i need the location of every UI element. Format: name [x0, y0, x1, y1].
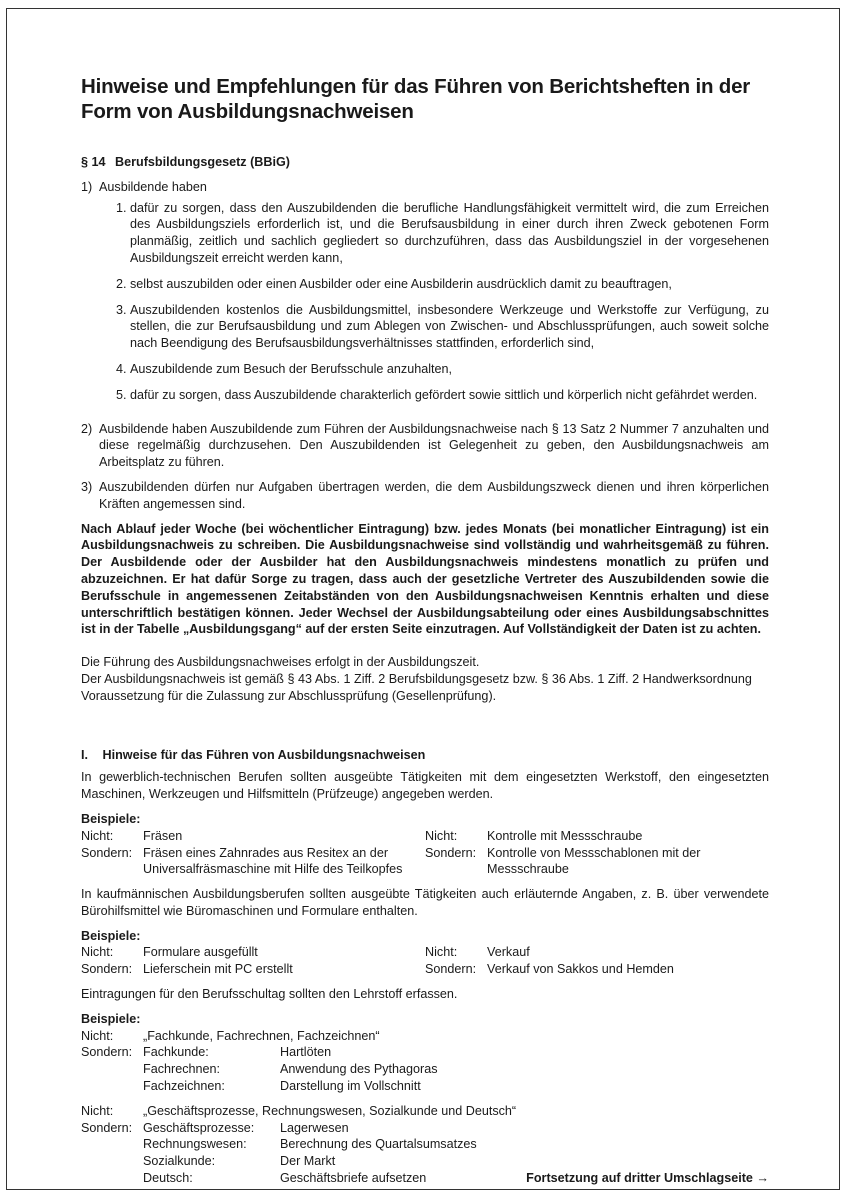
duties-list — [99, 200, 769, 404]
examples-school-technical: Nicht: „Fachkunde, Fachrechnen, Fachzeichnen“ Sondern: Fachkunde: Hartlöten Fachrechnen: Anwendung des Pythagoras Fachzeichnen: Darstellung im Vollschnitt — [81, 1028, 438, 1094]
intro-technical: In gewerblich-technischen Berufen sollten ausgeübte Tätigkeiten mit dem eingesetzten Werkstoff, den eingesetzten Maschinen, Werkzeugen und Hilfsmitteln (Prüfzeuge) angegeben werden. — [81, 770, 769, 802]
list-item: 4. Auszubildende zum Besuch der Berufsschule anzuhalten, — [116, 361, 453, 376]
examples-commercial: Nicht: Formulare ausgefüllt Sondern: Lieferschein mit PC erstellt Nicht: Verkauf Sondern: Verkauf von Sakkos und Hemden — [81, 945, 674, 977]
examples-technical: Nicht: Fräsen Sondern: Fräsen eines Zahnrades aus Resitex an der Universalfräsmaschine mit Hilfe des Teilkopfes Nicht: Kontrolle mit Messschraube Sondern: Kontrolle von Messschablonen mit der Messschraube — [81, 828, 701, 877]
paragraph-text: Ausbildende haben — [99, 179, 207, 194]
examples-school-commercial: Nicht: „Geschäftsprozesse, Rechnungswesen, Sozialkunde und Deutsch“ Sondern: Geschäftsprozesse: Lagerwesen Rechnungswesen: Berechnung des Quartalsumsatzes Sozialkunde: Der Markt Deutsch: Geschäftsbriefe aufsetzen Fortsetzung auf dritter Umschlagseite → — [81, 1103, 769, 1186]
intro-school: Eintragungen für den Berufsschultag sollten den Lehrstoff erfassen. — [81, 987, 458, 1002]
list-item: 3. Auszubildenden kostenlos die Ausbildungsmittel, insbesondere Werkzeuge und Werkstoffe zur Verfügung, zu stellen, die zur Berufsausbildung und zum Ablegen von Zwischen- und Abschlussprüfungen, auch soweit solche nach Beendigung des Berufsausbildungsverhältnisses stattfinden, erforderlich sind, — [116, 302, 769, 351]
examples-label: Beispiele: — [81, 811, 141, 826]
continuation-note: Fortsetzung auf dritter Umschlagseite → — [526, 1171, 769, 1186]
page-title: Hinweise und Empfehlungen für das Führen von Berichtsheften in der Form von Ausbildungsnachweisen — [81, 75, 751, 123]
law-heading — [81, 154, 769, 171]
intro-commercial: In kaufmännischen Ausbildungsberufen sollten ausgeübte Tätigkeiten auch erläuternde Angaben, z. B. über verwendete Bürohilfsmittel wie Büromaschinen und Formulare enthalten. — [81, 887, 769, 918]
law-name: Berufsbildungsgesetz (BBiG) — [115, 155, 290, 169]
law-paragraph-1: 1) Ausbildende haben 1. dafür zu sorgen, dass den Auszubildenden die berufliche Handlungsfähigkeit vermittelt wird, die zum Erreichen des Ausbildungsziels erforderlich ist, und die Berufsausbildung in einer durch ihren Zweck gebotenen Form planmäßig, zeitlich und sachlich gegliedert so durchzuführen, dass das Ausbildungsziel in der vorgesehenen Ausbildungszeit erreicht werden kann, 2. selbst auszubilden oder einen Ausbilder oder eine Ausbilderin ausdrücklich damit zu beauftragen, 3. Auszubildenden kostenlos die Ausbildungsmittel, insbesondere Werkzeuge und Werkstoffe zur Verfügung, zu stellen, die zur Berufsausbildung und zum Ablegen von Zwischen- und Abschlussprüfungen, auch soweit solche nach Beendigung des Berufsausbildungsverhältnisses stattfinden, erforderlich sind, 4. Auszubildende zum Besuch der Berufsschule anzuhalten, 5. dafür zu sorgen, dass Auszubildende charakterlich gefördert sowie sittlich und körperlich nicht gefährdet werden. — [81, 179, 769, 402]
note-line: Die Führung des Ausbildungsnachweises erfolgt in der Ausbildungszeit. — [81, 655, 480, 670]
law-paragraph-2: 2) Ausbildende haben Auszubildende zum Führen der Ausbildungsnachweise nach § 13 Satz 2 Nummer 7 anzuhalten und diese regelmäßig durchzusehen. Den Auszubildenden ist Gelegenheit zu geben, den Ausbildungsnachweis am Arbeitsplatz zu führen. — [81, 421, 769, 470]
list-item: 5. dafür zu sorgen, dass Auszubildende charakterlich gefördert sowie sittlich und körperlich nicht gefährdet werden. — [116, 387, 758, 402]
list-item: 2. selbst auszubilden oder einen Ausbilder oder eine Ausbilderin ausdrücklich damit zu beauftragen, — [116, 276, 672, 291]
law-paragraph-3: 3) Auszubildenden dürfen nur Aufgaben übertragen werden, die dem Ausbildungszweck dienen und ihren körperlichen Kräften angemessen sind. — [81, 479, 769, 511]
bold-instructions: Nach Ablauf jeder Woche (bei wöchentlicher Eintragung) bzw. jedes Monats (bei monatlicher Eintragung) ist ein Ausbildungsnachweis zu schreiben. Die Ausbildungsnachweise sind vollständig und wahrheitsgemäß zu führen. Der Ausbildende oder der Ausbilder hat den Ausbildungsnachweis mindestens monatlich zu prüfen und abzuzeichnen. Er hat dafür Sorge zu tragen, dass auch der gesetzliche Vertreter des Auszubildenden sowie die Berufsschule in angemessenen Zeitabständen von den Ausbildungsnachweisen Kenntnis erhalten und diese unterschriftlich bestätigen können. Jeder Wechsel der Ausbildungsabteilung oder eines Ausbildungsabschnittes ist in der Tabelle „Ausbildungsgang“ auf der ersten Seite einzutragen. Auf Vollständigkeit der Daten ist zu achten. — [81, 521, 769, 637]
list-item: 1. dafür zu sorgen, dass den Auszubildenden die berufliche Handlungsfähigkeit vermittelt wird, die zum Erreichen des Ausbildungsziels erforderlich ist, und die Berufsausbildung in einer durch ihren Zweck gebotenen Form planmäßig, zeitlich und sachlich gegliedert so durchzuführen, dass das Ausbildungsziel in der vorgesehenen Ausbildungszeit erreicht werden kann, — [116, 200, 769, 265]
document-body — [81, 74, 769, 1187]
law-number: § 14 — [81, 155, 106, 169]
note-line: Der Ausbildungsnachweis ist gemäß § 43 Abs. 1 Ziff. 2 Berufsbildungsgesetz bzw. § 36 Abs. 1 Ziff. 2 Handwerksordnung Voraussetzung für die Zulassung zur Abschlussprüfung (Gesellenprüfung). — [81, 671, 752, 703]
examples-label: Beispiele: — [81, 928, 141, 943]
section-heading: I. Hinweise für das Führen von Ausbildungsnachweisen — [81, 747, 426, 762]
examples-label: Beispiele: — [81, 1011, 141, 1026]
